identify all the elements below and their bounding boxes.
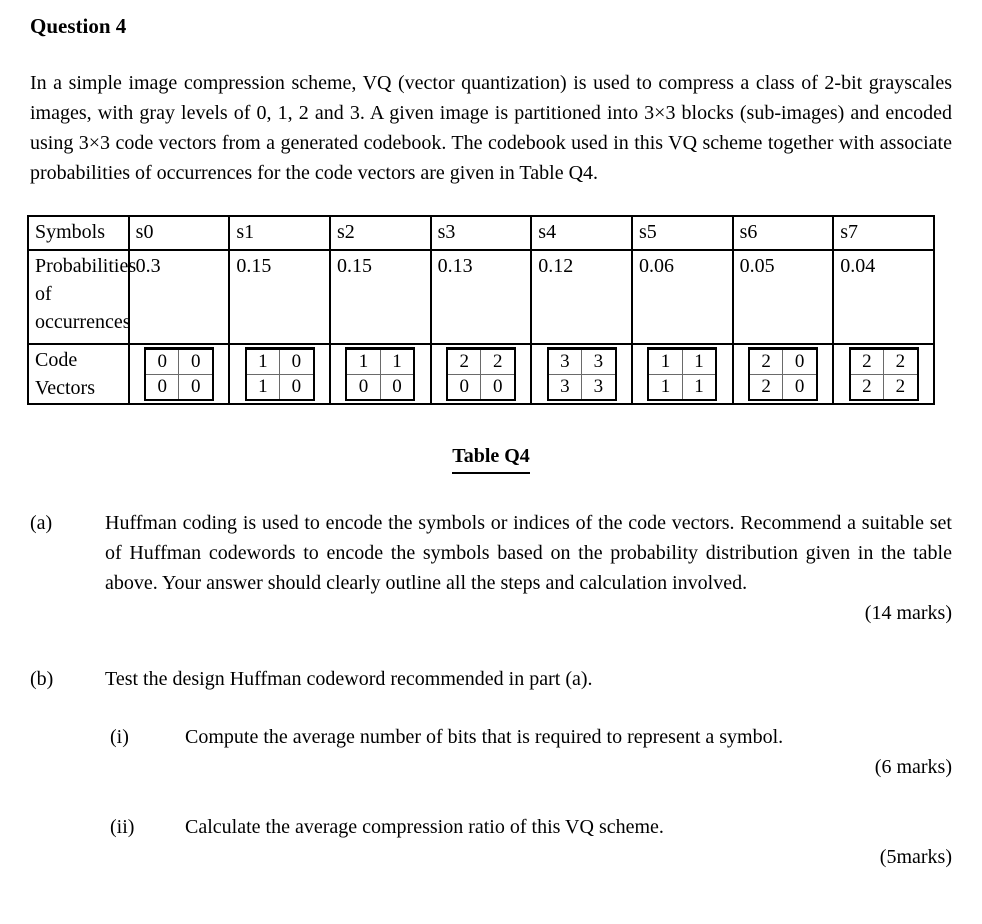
part-a-text: Huffman coding is used to encode the symbols or indices of the code vectors. Recommend a suitable set of Huffman codewords to encode the symbols based on the probability distribution given in the table above. Your answer should clearly outline all the steps and calculation involved. (105, 512, 952, 594)
code-vector-value: 0 (380, 375, 414, 401)
code-vector-grid-s1 (245, 347, 315, 401)
code-vector-value: 0 (346, 375, 380, 401)
code-vector-grid-s0 (144, 347, 214, 401)
code-vector-grid-s6 (748, 347, 818, 401)
probability-cell-s3: 0.13 (431, 250, 532, 344)
code-vector-value: 1 (380, 349, 414, 375)
code-vector-value: 2 (850, 349, 884, 375)
code-vector-value: 1 (648, 375, 682, 401)
code-vector-value: 2 (749, 349, 783, 375)
part-b-ii-marks: (5marks) (879, 846, 952, 868)
row-header-symbols: Symbols (28, 216, 129, 250)
code-vector-grid-s4 (547, 347, 617, 401)
symbol-cell-s1: s1 (229, 216, 330, 250)
code-vector-cell-s7 (833, 344, 934, 404)
intro-paragraph: In a simple image compression scheme, VQ (vector quantization) is used to compress a class of 2-bit grayscales images, with gray levels of 0, 1, 2 and 3. A given image is partitioned into 3×3 blocks (sub-images) and encoded using 3×3 code vectors from a generated codebook. The codebook used in this VQ scheme together with associate probabilities of occurrences for the code vectors are given in Table Q4. (30, 72, 952, 184)
code-vector-value: 1 (246, 375, 280, 401)
code-vector-grid-s3 (446, 347, 516, 401)
code-vector-grid-s5 (647, 347, 717, 401)
code-vector-value: 2 (850, 375, 884, 401)
code-vector-value: 0 (280, 375, 314, 401)
code-vector-cell-s3 (431, 344, 532, 404)
row-header-probabilities (28, 250, 137, 344)
symbol-cell-s7: s7 (833, 216, 934, 250)
part-b-ii-label: (ii) (110, 816, 135, 838)
code-vector-value: 1 (648, 349, 682, 375)
table-caption (30, 441, 952, 474)
table-row-probabilities (28, 250, 934, 344)
code-vector-grid-s7 (849, 347, 919, 401)
table-caption-label: Table Q4 (452, 441, 530, 474)
symbol-cell-s5: s5 (632, 216, 733, 250)
page-title: Question 4 (30, 14, 127, 38)
code-vector-value: 0 (783, 375, 817, 401)
symbol-cell-s6: s6 (733, 216, 834, 250)
part-a-label: (a) (30, 512, 53, 534)
part-b-i-label: (i) (110, 726, 129, 748)
code-vector-cell-s0 (129, 344, 230, 404)
code-vector-value: 0 (145, 349, 179, 375)
code-vector-value: 0 (179, 375, 213, 401)
code-vector-value: 1 (682, 375, 716, 401)
part-a-marks: (14 marks) (864, 602, 952, 624)
code-vector-value: 0 (783, 349, 817, 375)
code-vector-value: 3 (582, 375, 616, 401)
code-vector-cell-s5 (632, 344, 733, 404)
probability-cell-s0: 0.3 (129, 250, 230, 344)
part-b-i-marks: (6 marks) (874, 756, 952, 778)
question-part-b-i (110, 722, 952, 782)
symbol-cell-s0: s0 (129, 216, 230, 250)
probability-cell-s4: 0.12 (531, 250, 632, 344)
code-vector-value: 0 (145, 375, 179, 401)
code-vector-value: 2 (884, 349, 918, 375)
code-vector-value: 3 (582, 349, 616, 375)
row-header-code-vectors (28, 344, 129, 404)
codebook-table (27, 215, 935, 405)
question-part-b (30, 664, 952, 694)
code-vector-cell-s1 (229, 344, 330, 404)
code-vector-value: 0 (179, 349, 213, 375)
code-vector-value: 1 (682, 349, 716, 375)
code-vector-cell-s4 (531, 344, 632, 404)
code-vector-value: 1 (346, 349, 380, 375)
code-vector-grid-s2 (345, 347, 415, 401)
symbol-cell-s4: s4 (531, 216, 632, 250)
symbol-cell-s3: s3 (431, 216, 532, 250)
code-vector-value: 2 (884, 375, 918, 401)
probability-cell-s1: 0.15 (229, 250, 330, 344)
part-b-i-text: Compute the average number of bits that is required to represent a symbol. (185, 726, 784, 748)
table-row-symbols (28, 216, 934, 250)
code-vector-value: 2 (481, 349, 515, 375)
code-vector-value: 0 (481, 375, 515, 401)
symbol-cell-s2: s2 (330, 216, 431, 250)
code-vector-cell-s6 (733, 344, 834, 404)
code-vector-cell-s2 (330, 344, 431, 404)
row-header-code-vectors-label: Code Vectors (35, 349, 95, 399)
table-row-code-vectors (28, 344, 934, 404)
part-b-label: (b) (30, 668, 54, 690)
question-part-b-ii (110, 812, 952, 872)
probability-cell-s7: 0.04 (833, 250, 934, 344)
code-vector-value: 1 (246, 349, 280, 375)
row-header-probabilities-label: Probabilities of occurrences (35, 255, 137, 333)
probability-cell-s2: 0.15 (330, 250, 431, 344)
part-b-ii-text: Calculate the average compression ratio of this VQ scheme. (185, 816, 664, 838)
question-part-a (30, 508, 952, 628)
part-b-text: Test the design Huffman codeword recommended in part (a). (105, 668, 593, 690)
code-vector-value: 2 (447, 349, 481, 375)
probability-cell-s6: 0.05 (733, 250, 834, 344)
code-vector-value: 3 (548, 349, 582, 375)
code-vector-value: 0 (447, 375, 481, 401)
probability-cell-s5: 0.06 (632, 250, 733, 344)
code-vector-value: 0 (280, 349, 314, 375)
code-vector-value: 2 (749, 375, 783, 401)
code-vector-value: 3 (548, 375, 582, 401)
